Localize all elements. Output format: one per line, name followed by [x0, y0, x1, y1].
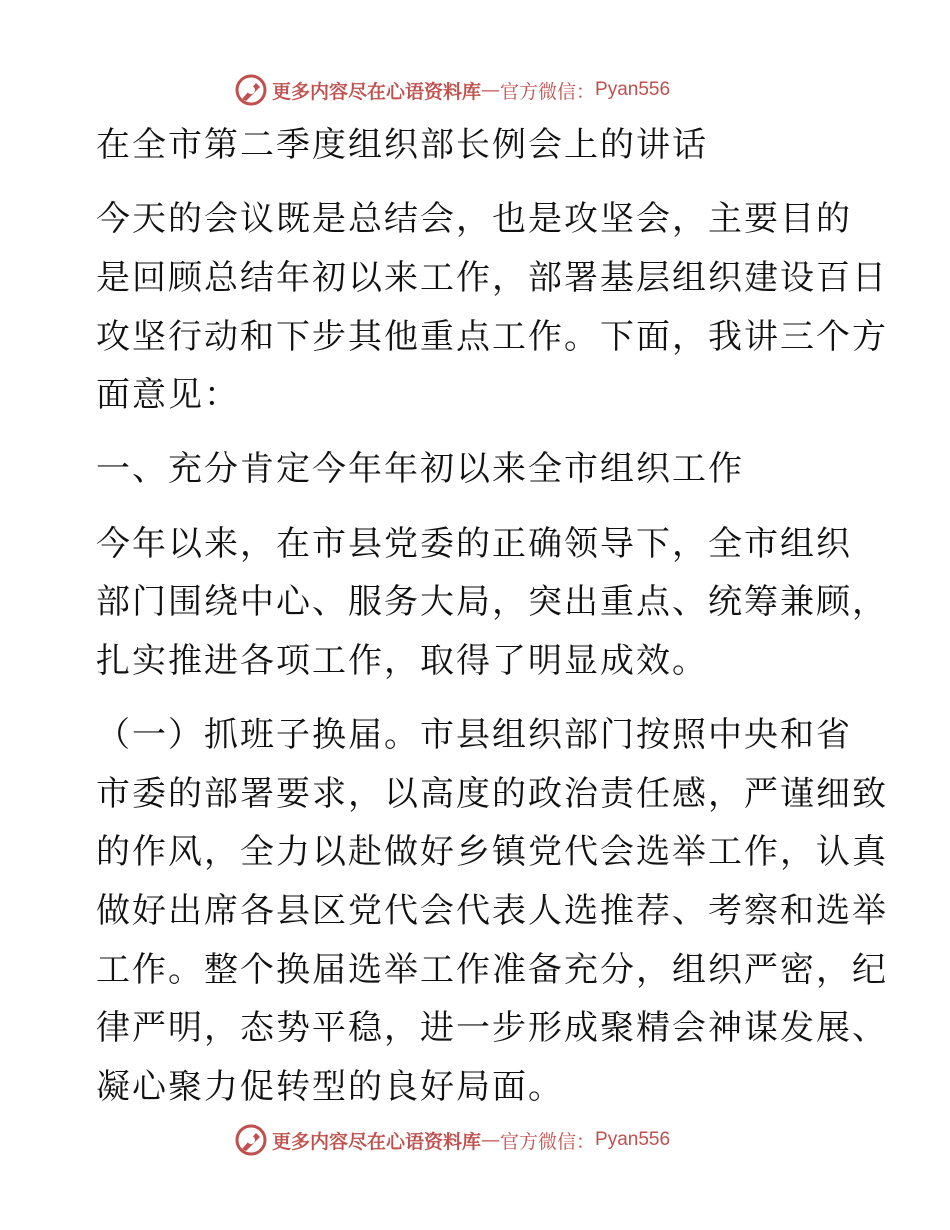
watermark-text: 更多内容尽在心语资料库 [272, 80, 482, 103]
watermark-separator: — [481, 1129, 501, 1151]
pen-logo-icon [234, 73, 268, 107]
watermark-wechat-label: 官方微信： [500, 1130, 596, 1153]
section1-line: 部门围绕中心、服务大局，突出重点、统筹兼顾， [96, 582, 888, 622]
document-title: 在全市第二季度组织部长例会上的讲话 [96, 125, 708, 165]
watermark-wechat-label: 官方微信： [500, 80, 596, 103]
watermark-footer [234, 1122, 670, 1158]
section1-line: 扎实推进各项工作，取得了明显成效。 [96, 641, 708, 681]
watermark-wechat-id: Pyan556 [595, 79, 671, 100]
pen-logo-icon [234, 1123, 268, 1157]
subsection1-line: （一）抓班子换届。市县组织部门按照中央和省 [96, 715, 852, 755]
watermark-wechat-id: Pyan556 [595, 1129, 671, 1150]
subsection1-line: 的作风，全力以赴做好乡镇党代会选举工作，认真 [96, 832, 888, 872]
subsection1-line: 凝心聚力促转型的良好局面。 [96, 1067, 564, 1107]
subsection1-line: 律严明，态势平稳，进一步形成聚精会神谋发展、 [96, 1008, 888, 1048]
subsection1-line: 市委的部署要求，以高度的政治责任感，严谨细致 [96, 774, 888, 814]
section1-line: 今年以来，在市县党委的正确领导下，全市组织 [96, 524, 852, 564]
watermark-text: 更多内容尽在心语资料库 [272, 1130, 482, 1153]
intro-line: 攻坚行动和下步其他重点工作。下面，我讲三个方 [96, 317, 888, 357]
watermark-separator: — [481, 79, 501, 101]
subsection1-line: 做好出席各县区党代会代表人选推荐、考察和选举 [96, 891, 888, 931]
intro-line: 今天的会议既是总结会，也是攻坚会，主要目的 [96, 199, 852, 239]
intro-line: 是回顾总结年初以来工作，部署基层组织建设百日 [96, 258, 888, 298]
watermark-header [234, 72, 670, 108]
subsection1-line: 工作。整个换届选举工作准备充分，组织严密，纪 [96, 950, 888, 990]
section-heading: 一、充分肯定今年年初以来全市组织工作 [96, 449, 744, 489]
intro-line: 面意见： [96, 375, 240, 415]
